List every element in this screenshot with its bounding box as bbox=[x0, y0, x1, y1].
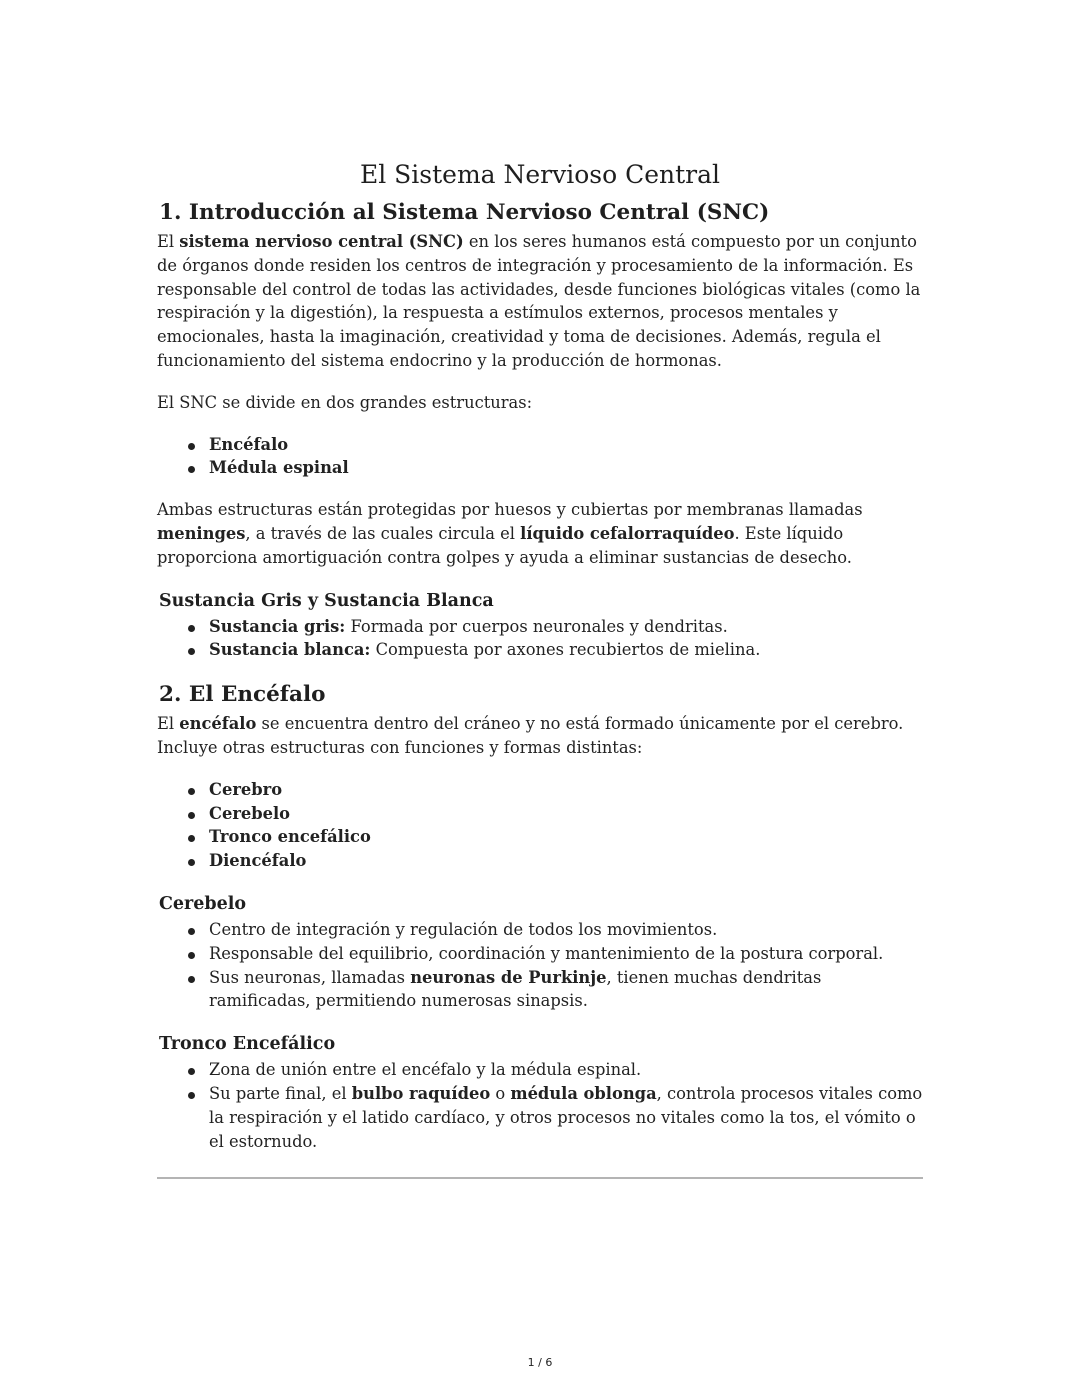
list-item: Sustancia gris: Formada por cuerpos neuronales y dendritas. bbox=[209, 615, 923, 639]
page-number: 1 / 6 bbox=[527, 1356, 553, 1369]
document-title: El Sistema Nervioso Central bbox=[359, 160, 721, 189]
list-item: Tronco encefálico bbox=[209, 825, 923, 849]
list-item: Diencéfalo bbox=[209, 849, 923, 873]
section-1-heading: 1. Introducción al Sistema Nervioso Central (SNC) bbox=[159, 200, 770, 225]
section-2-intro: El encéfalo se encuentra dentro del cráneo y no está formado únicamente por el cerebro. Incluye otras estructuras con funciones y formas distintas: bbox=[157, 714, 904, 757]
substances-heading: Sustancia Gris y Sustancia Blanca bbox=[159, 590, 494, 611]
list-item: Responsable del equilibrio, coordinación y mantenimiento de la postura corporal. bbox=[209, 942, 923, 966]
list-item: Médula espinal bbox=[209, 456, 923, 480]
section-1-intro: El sistema nervioso central (SNC) en los seres humanos está compuesto por un conjunto de órganos donde residen los centros de integración y procesamiento de la información. Es responsable del control de todas las actividades, desde funciones biológicas vitales (como la respiración y la digestión), la respuesta a estímulos externos, procesos mentales y emocionales, hasta la imaginación, creatividad y toma de decisiones. Además, regula el funcionamiento del sistema endocrino y la producción de hormonas. bbox=[157, 232, 921, 370]
list-item: Sus neuronas, llamadas neuronas de Purkinje, tienen muchas dendritas ramificadas, permitiendo numerosas sinapsis. bbox=[209, 966, 923, 1014]
list-item: Centro de integración y regulación de todos los movimientos. bbox=[209, 918, 923, 942]
encephalon-parts-list bbox=[157, 778, 923, 873]
protection-paragraph: Ambas estructuras están protegidas por huesos y cubiertas por membranas llamadas meninges, a través de las cuales circula el líquido cefalorraquídeo. Este líquido proporciona amortiguación contra golpes y ayuda a eliminar sustancias de desecho. bbox=[157, 500, 863, 567]
list-item: Encéfalo bbox=[209, 433, 923, 457]
snc-divides-text: El SNC se divide en dos grandes estructuras: bbox=[157, 392, 533, 412]
section-2-heading: 2. El Encéfalo bbox=[159, 682, 326, 708]
list-item: Su parte final, el bulbo raquídeo o médula oblonga, controla procesos vitales como la respiración y el latido cardíaco, y otros procesos no vitales como la tos, el vómito o el estornudo. bbox=[209, 1082, 923, 1153]
list-item: Cerebro bbox=[209, 778, 923, 802]
document-page bbox=[157, 158, 923, 1171]
snc-structures-list bbox=[157, 433, 923, 481]
tronco-list bbox=[157, 1058, 923, 1153]
list-item: Sustancia blanca: Compuesta por axones recubiertos de mielina. bbox=[209, 638, 923, 662]
cerebelo-heading: Cerebelo bbox=[159, 893, 247, 914]
list-item: Cerebelo bbox=[209, 802, 923, 826]
list-item: Zona de unión entre el encéfalo y la médula espinal. bbox=[209, 1058, 923, 1082]
cerebelo-list bbox=[157, 918, 923, 1013]
horizontal-rule bbox=[157, 1177, 923, 1179]
substances-list bbox=[157, 615, 923, 663]
tronco-heading: Tronco Encefálico bbox=[159, 1034, 336, 1055]
